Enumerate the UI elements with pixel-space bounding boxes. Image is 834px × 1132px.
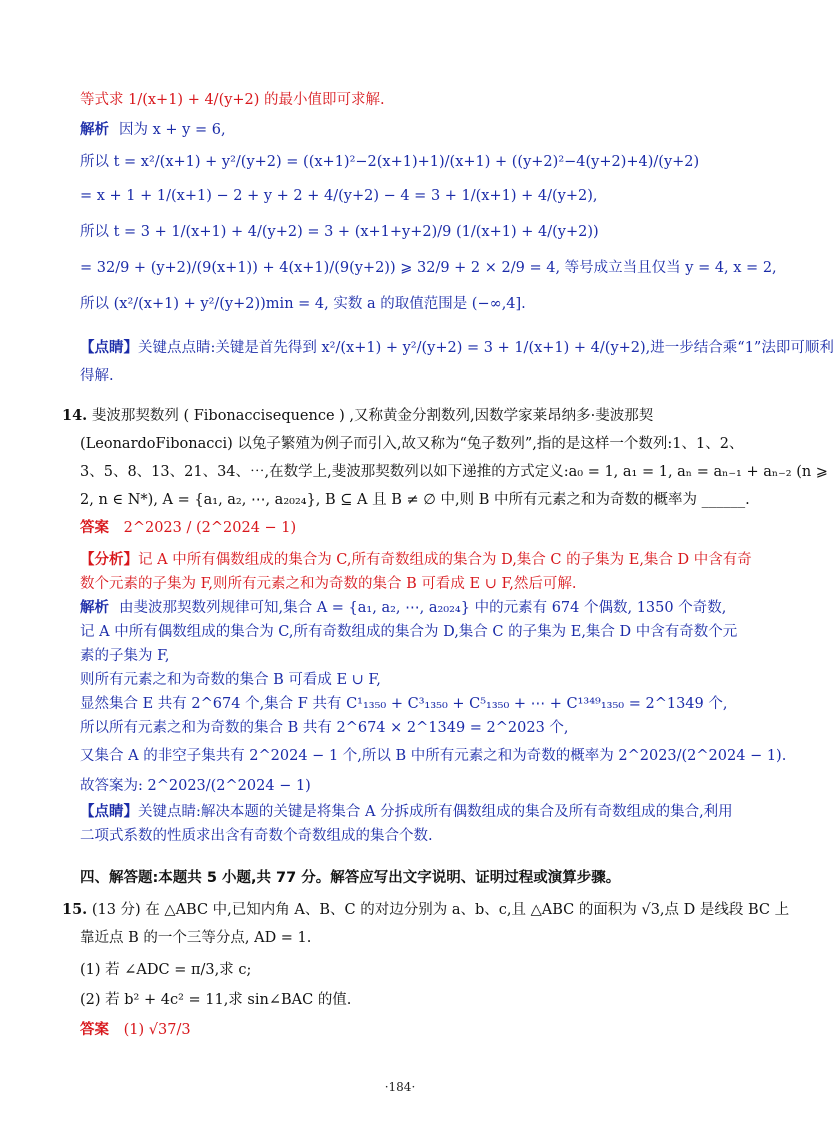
solution-14-line-3: 素的子集为 F,: [80, 648, 170, 664]
solution-tag: 解析: [80, 121, 109, 138]
key-point-14-tag: 【点睛】: [80, 803, 138, 820]
answer-14-tag: 答案: [80, 519, 109, 536]
solution-line-2: 所以 t = x²/(x+1) + y²/(y+2) = ((x+1)²−2(x+1)+1)/(x+1) + ((y+2)²−4(y+2)+4)/(y+2): [80, 154, 700, 170]
key-point-14-line-2: 二项式系数的性质求出含有奇数个奇数组成的集合个数.: [80, 828, 433, 844]
solution-14-tag: 解析: [80, 599, 109, 616]
question-14-line-4: 2, n ∈ N*), A = {a₁, a₂, ⋯, a₂₀₂₄}, B ⊆ A 且 B ≠ ∅ 中,则 B 中所有元素之和为奇数的概率为 ______.: [80, 492, 750, 508]
answer-15: [80, 1018, 740, 1042]
solution-14-line-6: 所以所有元素之和为奇数的集合 B 共有 2^674 × 2^1349 = 2^2023 个,: [80, 720, 569, 736]
solution-14-line-7: 又集合 A 的非空子集共有 2^2024 − 1 个,所以 B 中所有元素之和为奇数的概率为 2^2023/(2^2024 − 1).: [80, 748, 787, 764]
page-number: ·184·: [384, 1080, 416, 1094]
key-point-line-1: 【点睛】关键点点睛:关键是首先得到 x²/(x+1) + y²/(y+2) = 3 + 1/(x+1) + 4/(y+2),进一步结合乘“1”法即可顺利: [80, 339, 834, 356]
question-15-part-1: (1) 若 ∠ADC = π/3,求 c;: [80, 962, 252, 978]
solution-line-3: = x + 1 + 1/(x+1) − 2 + y + 2 + 4/(y+2) − 4 = 3 + 1/(x+1) + 4/(y+2),: [80, 188, 598, 204]
question-14-number: 14.: [62, 407, 88, 424]
question-15-line-1: 15. (13 分) 在 △ABC 中,已知内角 A、B、C 的对边分别为 a、b、c,且 △ABC 的面积为 √3,点 D 是线段 BC 上: [62, 901, 790, 918]
answer-14: [80, 516, 740, 540]
solution-14-line-8: 故答案为: 2^2023/(2^2024 − 1): [80, 778, 311, 794]
answer-15-value: (1) √37/3: [123, 1022, 191, 1038]
solution-line-1: 解析 因为 x + y = 6,: [80, 121, 226, 138]
analysis-continuation: 等式求 1/(x+1) + 4/(y+2) 的最小值即可求解.: [80, 92, 385, 108]
question-15-number: 15.: [62, 901, 88, 918]
solution-14-line-4: 则所有元素之和为奇数的集合 B 可看成 E ∪ F,: [80, 672, 381, 688]
answer-15-tag: 答案: [80, 1021, 109, 1038]
solution-14-line-1: 解析 由斐波那契数列规律可知,集合 A = {a₁, a₂, ⋯, a₂₀₂₄} 中的元素有 674 个偶数, 1350 个奇数,: [80, 599, 727, 616]
solution-14-line-2: 记 A 中所有偶数组成的集合为 C,所有奇数组成的集合为 D,集合 C 的子集为 E,集合 D 中含有奇数个元: [80, 624, 738, 640]
key-point-line-2: 得解.: [80, 368, 114, 384]
key-point-tag: 【点睛】: [80, 339, 138, 356]
key-point-14-line-1: 【点睛】关键点睛:解决本题的关键是将集合 A 分拆成所有偶数组成的集合及所有奇数组成的集合,利用: [80, 803, 733, 820]
question-15-line-2: 靠近点 B 的一个三等分点, AD = 1.: [80, 930, 312, 946]
answer-14-value: 2^2023 / (2^2024 − 1): [123, 520, 297, 536]
solution-line-6: 所以 (x²/(x+1) + y²/(y+2))min = 4, 实数 a 的取值范围是 (−∞,4].: [80, 296, 526, 312]
solution-14-line-5: 显然集合 E 共有 2^674 个,集合 F 共有 C¹₁₃₅₀ + C³₁₃₅₀ + C⁵₁₃₅₀ + ⋯ + C¹³⁴⁹₁₃₅₀ = 2^1349 个,: [80, 696, 728, 712]
question-14-line-1: 14. 斐波那契数列 ( Fibonaccisequence ) ,又称黄金分割数列,因数学家莱昂纳多·斐波那契: [62, 407, 654, 424]
solution-line-4: 所以 t = 3 + 1/(x+1) + 4/(y+2) = 3 + (x+1+y+2)/9 (1/(x+1) + 4/(y+2)): [80, 224, 599, 240]
question-14-line-3: 3、5、8、13、21、34、⋯,在数学上,斐波那契数列以如下递推的方式定义:a₀ = 1, a₁ = 1, aₙ = aₙ₋₁ + aₙ₋₂ (n ⩾: [80, 464, 828, 480]
analysis-14-line-2: 数个元素的子集为 F,则所有元素之和为奇数的集合 B 可看成 E ∪ F,然后可解.: [80, 576, 577, 592]
question-14-line-2: (LeonardoFibonacci) 以兔子繁殖为例子而引入,故又称为“兔子数列”,指的是这样一个数列:1、1、2、: [80, 436, 744, 452]
question-15-part-2: (2) 若 b² + 4c² = 11,求 sin∠BAC 的值.: [80, 992, 352, 1008]
analysis-14-line-1: 【分析】记 A 中所有偶数组成的集合为 C,所有奇数组成的集合为 D,集合 C 的子集为 E,集合 D 中含有奇: [80, 551, 752, 568]
solution-line-5: = 32/9 + (y+2)/(9(x+1)) + 4(x+1)/(9(y+2)) ⩾ 32/9 + 2 × 2/9 = 4, 等号成立当且仅当 y = 4, x = 2,: [80, 260, 777, 276]
analysis-14-tag: 【分析】: [80, 551, 138, 568]
section-heading: 四、解答题:本题共 5 小题,共 77 分。解答应写出文字说明、证明过程或演算步骤。: [80, 870, 621, 886]
